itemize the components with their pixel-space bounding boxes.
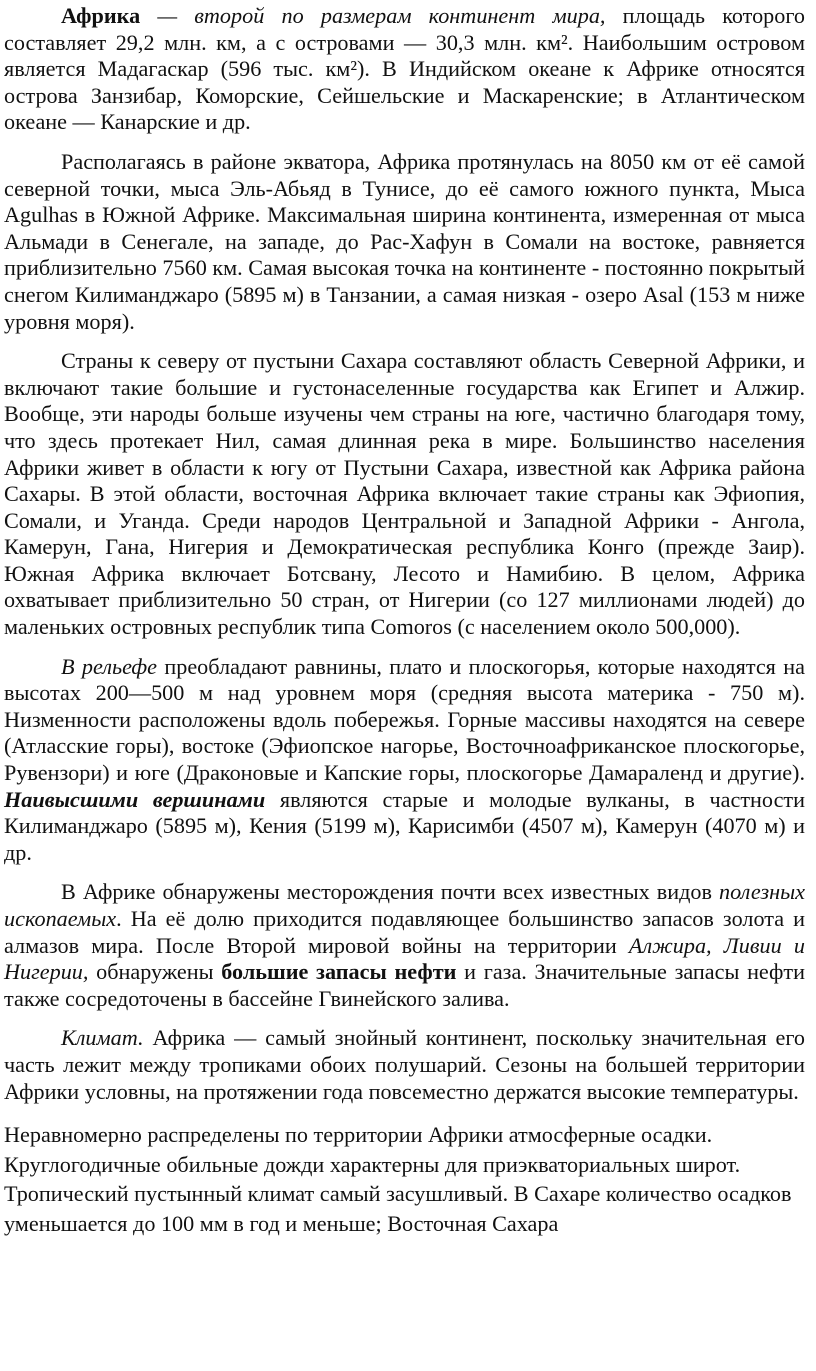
paragraph-intro bbox=[4, 3, 805, 136]
paragraph-text: Африка — самый знойный континент, поскольку значительная его часть лежит между тропиками обоих полушарий. Сезоны на большей территории Африки условны, на протяжении года повсеместно держатся высокие температуры. bbox=[4, 1025, 805, 1104]
relief-lead: В рельефе bbox=[61, 653, 157, 679]
paragraph-text: Неравномерно распределены по территории Африки атмосферные осадки. Круглогодичные обильные дожди характерны для приэкваториальных широт. Тропический пустынный климат самый засушливый. В Сахаре количество осадков уменьшается до 100 мм в год и меньше; Восточная Сахара bbox=[4, 1122, 792, 1236]
oil-reserves-term: большие запасы нефти bbox=[221, 959, 457, 985]
paragraph-geography bbox=[4, 149, 805, 335]
definition-text: — второй по размерам континент мира, bbox=[140, 3, 606, 28]
climate-lead: Климат. bbox=[61, 1025, 144, 1051]
paragraph-text: В Африке обнаружены месторождения почти всех известных видов bbox=[61, 879, 720, 905]
paragraph-relief bbox=[4, 654, 805, 867]
highest-peaks-term: Наивысшими вершинами bbox=[4, 786, 266, 812]
paragraph-climate bbox=[4, 1025, 805, 1105]
term-africa: Африка bbox=[61, 3, 141, 28]
paragraph-countries bbox=[4, 348, 805, 641]
minerals-term: полезных ископаемых bbox=[4, 879, 805, 931]
paragraph-text: и газа. Значительные запасы нефти также сосредоточены в бассейне Гвинейского залива. bbox=[4, 959, 806, 1011]
paragraph-text: . На её долю приходится подавляющее большинство запасов золота и алмазов мира. После Второй мировой войны на территории bbox=[4, 906, 805, 958]
paragraph-text: являются старые и молодые вулканы, в частности Килиманджаро (5895 м), Кения (5199 м), Карисимби (4507 м), Камерун (4070 м) и др. bbox=[4, 786, 805, 865]
paragraph-minerals bbox=[4, 879, 805, 1012]
paragraph-text: площадь которого составляет 29,2 млн. км, а с островами — 30,3 млн. км². Наибольшим островом является Мадагаскар (596 тыс. км²). В Индийском океане к Африке относятся острова Занзибар, Коморские, Сейшельские и Маскаренские; в Атлантическом океане — Канарские и др. bbox=[4, 3, 805, 135]
paragraph-text: обнаружены bbox=[88, 959, 222, 985]
paragraph-text: Страны к северу от пустыни Сахара составляют область Северной Африки, и включают такие большие и густонаселенные государства как Египет и Алжир. Вообще, эти народы больше изучены чем страны на юге, частично благодаря тому, что здесь протекает Нил, самая длинная река в мире. Большинство населения Африки живет в области к югу от Пустыни Сахара, известной как Африка района Сахары. В этой области, восточная Африка включает такие страны как Эфиопия, Сомали, и Уганда. Среди народов Центральной и Западной Африки - Ангола, Камерун, Гана, Нигерия и Демократическая республика Конго (прежде Заир). Южная Африка включает Ботсвану, Лесото и Намибию. В целом, Африка охватывает приблизительно 50 стран, от Нигерии (со 127 миллионами людей) до маленьких островных республик типа Comoros (с населением около 500,000). bbox=[4, 348, 805, 640]
paragraph-precipitation bbox=[4, 1120, 805, 1238]
countries-term: Алжира, Ливии и Нигерии, bbox=[4, 932, 805, 985]
paragraph-text: Располагаясь в районе экватора, Африка протянулась на 8050 км от её самой северной точки, мыса Эль-Абьяд в Тунисе, до её самого южного пункта, Мыса Agulhas в Южной Африке. Максимальная ширина континента, измеренная от мыса Альмади в Сенегале, на западе, до Рас-Хафун в Сомали на востоке, равняется приблизительно 7560 км. Самая высокая точка на континенте - постоянно покрытый снегом Килиманджаро (5895 м) в Танзании, а самая низкая - озеро Asal (153 м ниже уровня моря). bbox=[4, 148, 806, 334]
paragraph-text: преобладают равнины, плато и плоскогорья, которые находятся на высотах 200—500 м над уровнем моря (средняя высота материка - 750 м). Низменности расположены вдоль побережья. Горные массивы находятся на севере (Атласские горы), востоке (Эфиопское нагорье, Восточноафриканское плоскогорье, Рувензори) и юге (Драконовые и Капские горы, плоскогорье Дамараленд и другие). bbox=[4, 653, 805, 786]
